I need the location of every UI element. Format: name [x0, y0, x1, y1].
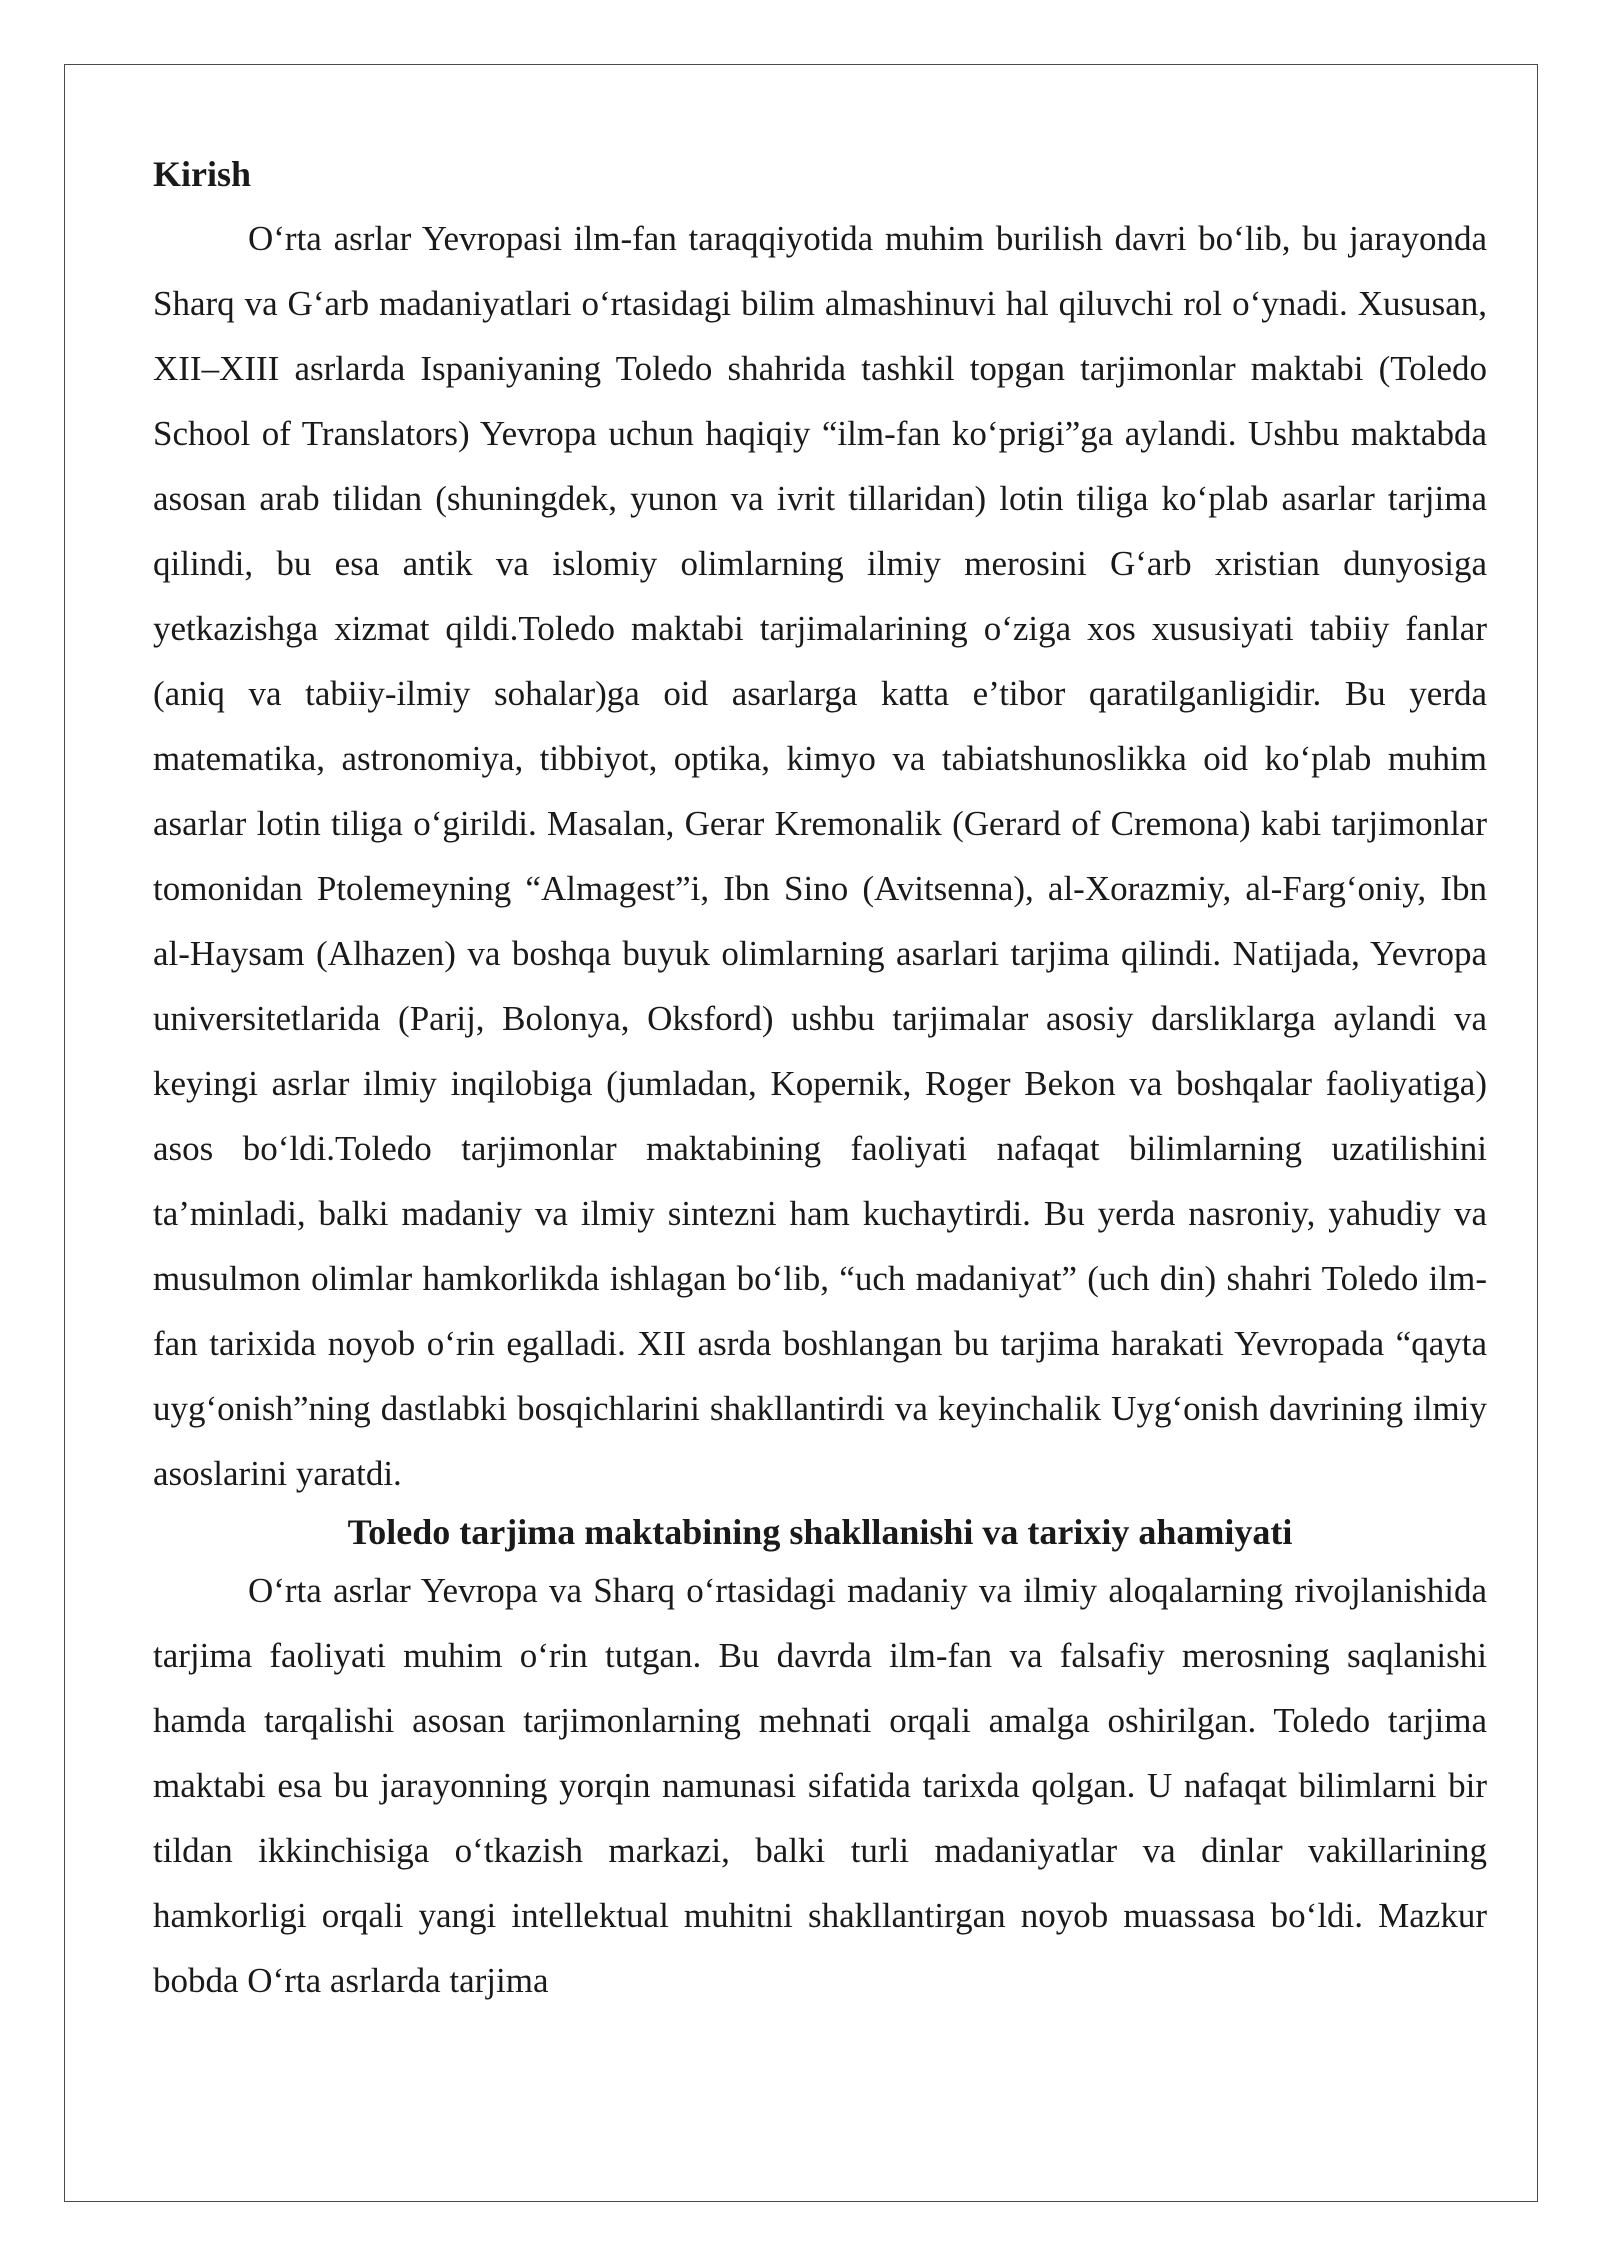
- intro-heading: Kirish: [153, 154, 252, 194]
- intro-paragraph: O‘rta asrlar Yevropasi ilm-fan taraqqiyotida muhim burilish davri bo‘lib, bu jarayonda Sharq va G‘arb madaniyatlari o‘rtasidagi bilim almashinuvi hal qiluvchi rol o‘ynadi. Xususan, XII–XIII asrlarda Ispaniyaning Toledo shahrida tashkil topgan tarjimonlar maktabi (Toledo School of Translators) Yevropa uchun haqiqiy “ilm-fan ko‘prigi”ga aylandi. Ushbu maktabda asosan arab tilidan (shuningdek, yunon va ivrit tillaridan) lotin tiliga ko‘plab asarlar tarjima qilindi, bu esa antik va islomiy olimlarning ilmiy merosini G‘arb xristian dunyosiga yetkazishga xizmat qildi.Toledo maktabi tarjimalarining o‘ziga xos xususiyati tabiiy fanlar (aniq va tabiiy-ilmiy sohalar)ga oid asarlarga katta e’tibor qaratilganligidir. Bu yerda matematika, astronomiya, tibbiyot, optika, kimyo va tabiatshunoslikka oid ko‘plab muhim asarlar lotin tiliga o‘girildi. Masalan, Gerar Kremonalik (Gerard of Cremona) kabi tarjimonlar tomonidan Ptolemeyning “Almagest”i, Ibn Sino (Avitsenna), al-Xorazmiy, al-Farg‘oniy, Ibn al-Haysam (Alhazen) va boshqa buyuk olimlarning asarlari tarjima qilindi. Natijada, Yevropa universitetlarida (Parij, Bolonya, Oksford) ushbu tarjimalar asosiy darsliklarga aylandi va keyingi asrlar ilmiy inqilobiga (jumladan, Kopernik, Roger Bekon va boshqalar faoliyatiga) asos bo‘ldi.Toledo tarjimonlar maktabining faoliyati nafaqat bilimlarning uzatilishini ta’minladi, balki madaniy va ilmiy sintezni ham kuchaytirdi. Bu yerda nasroniy, yahudiy va musulmon olimlar hamkorlikda ishlagan bo‘lib, “uch madaniyat” (uch din) shahri Toledo ilm-fan tarixida noyob o‘rin egalladi. XII asrda boshlangan bu tarjima harakati Yevropada “qayta uyg‘onish”ning dastlabki bosqichlarini shakllantirdi va keyinchalik Uyg‘onish davrining ilmiy asoslarini yaratdi.: [153, 219, 1487, 1493]
- section-paragraph: O‘rta asrlar Yevropa va Sharq o‘rtasidagi madaniy va ilmiy aloqalarning rivojlanishida tarjima faoliyati muhim o‘rin tutgan. Bu davrda ilm-fan va falsafiy merosning saqlanishi hamda tarqalishi asosan tarjimonlarning mehnati orqali amalga oshirilgan. Toledo tarjima maktabi esa bu jarayonning yorqin namunasi sifatida tarixda qolgan. U nafaqat bilimlarni bir tildan ikkinchisiga o‘tkazish markazi, balki turli madaniyatlar va dinlar vakillarining hamkorligi orqali yangi intellektual muhitni shakllantirgan noyob muassasa bo‘ldi. Mazkur bobda O‘rta asrlarda tarjima: [153, 1571, 1487, 2000]
- section-heading: Toledo tarjima maktabining shakllanishi va tarixiy ahamiyati: [347, 1512, 1293, 1552]
- document-body: [153, 148, 1487, 2013]
